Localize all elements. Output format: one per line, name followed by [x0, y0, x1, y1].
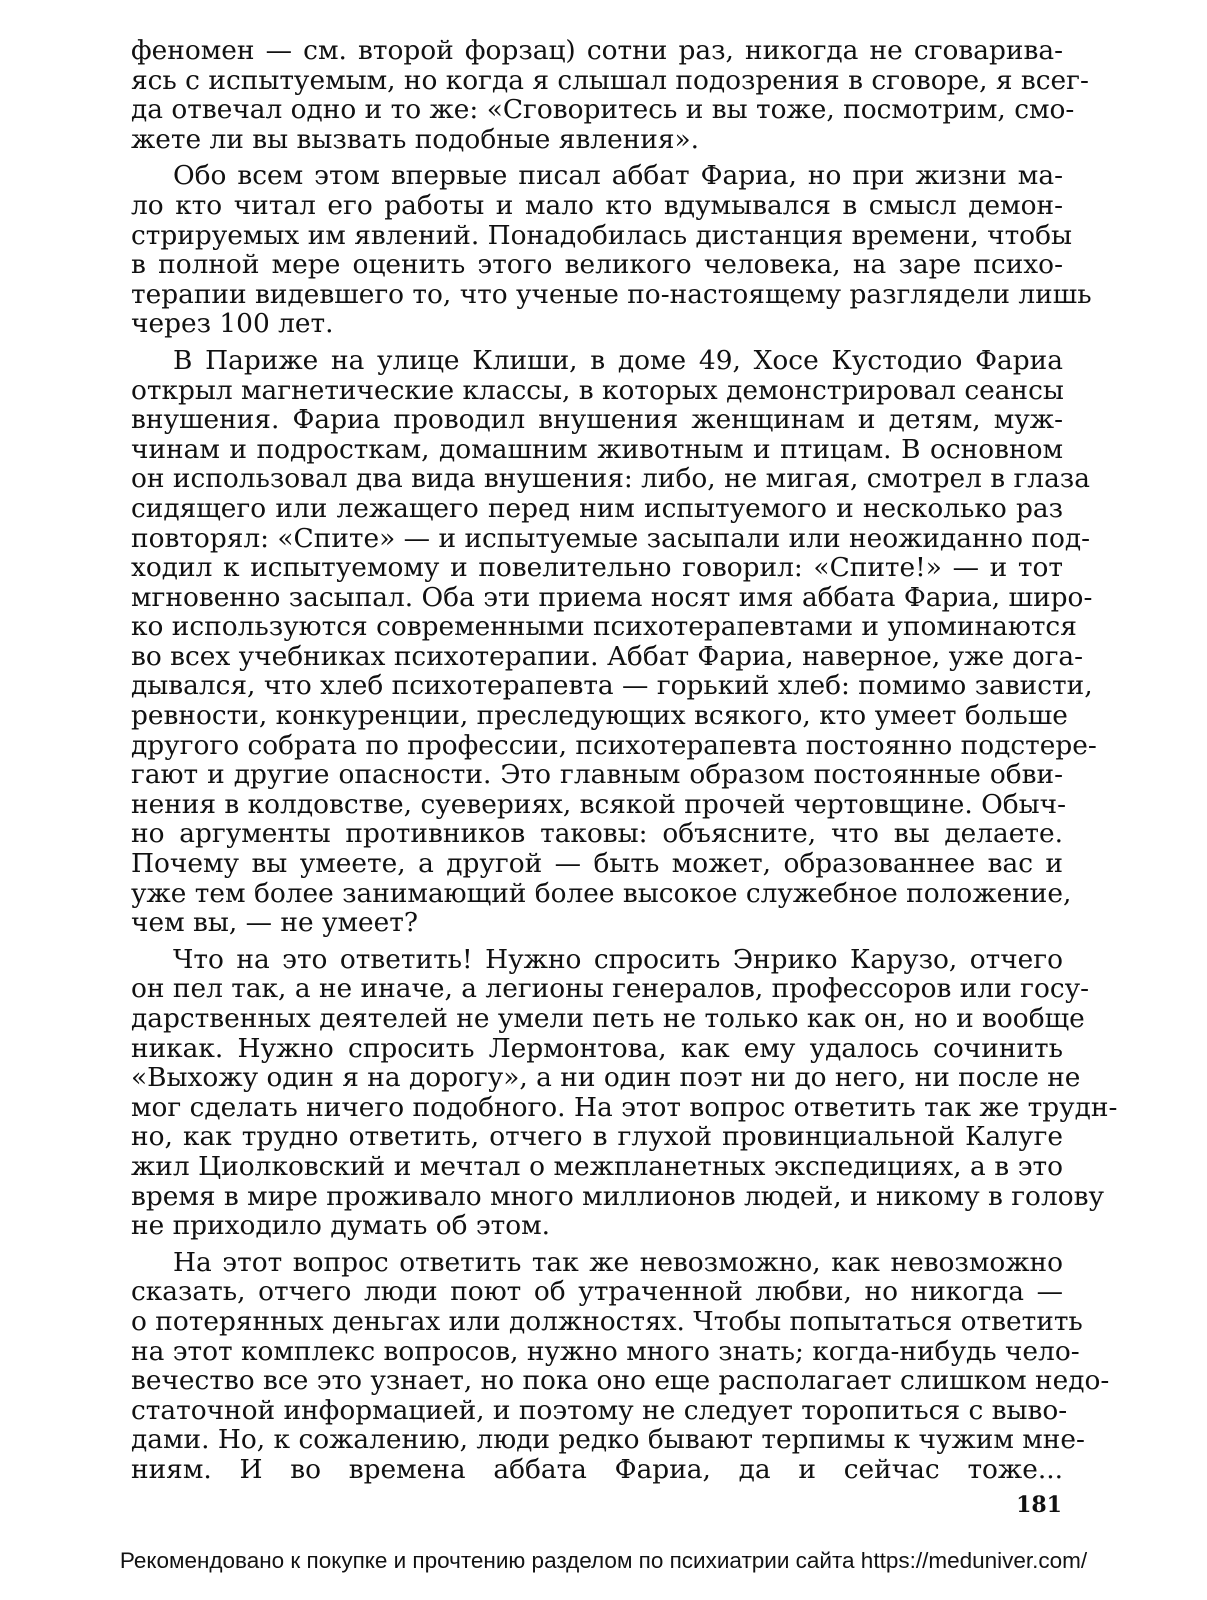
page-number: 181 [1016, 1492, 1062, 1518]
text-line: чем вы, — не умеет? [131, 907, 419, 939]
text-line: гают и другие опасности. Это главным образом постоянные обви- [131, 759, 1063, 791]
text-line: да отвечал одно и то же: «Сговоритесь и вы тоже, посмотрим, смо- [131, 94, 1075, 126]
text-line: он пел так, а не иначе, а легионы генералов, профессоров или госу- [131, 973, 1090, 1005]
text-line: дами. Но, к сожалению, люди редко бывают терпимы к чужим мне- [131, 1424, 1085, 1456]
paragraph-3 [131, 344, 1097, 939]
text-line: уже тем более занимающий более высокое служебное положение, [131, 877, 1072, 909]
text-line: Почему вы умеете, а другой — быть может, образованнее вас и [131, 848, 1063, 880]
text-line: но аргументы противников таковы: объясните, что вы делаете. [131, 818, 1063, 850]
text-line: открыл магнетические классы, в которых демонстрировал сеансы [131, 374, 1064, 406]
text-line: о потерянных деньгах или должностях. Чтобы попытаться ответить [131, 1305, 1083, 1337]
text-line: ниям. И во времена аббата Фариа, да и сейчас тоже... [131, 1453, 1063, 1485]
text-line: дарственных деятелей не умели петь не только как он, но и вообще [131, 1003, 1085, 1034]
text-line: на этот комплекс вопросов, нужно много знать; когда-нибудь чело- [131, 1335, 1080, 1367]
text-line: во всех учебниках психотерапии. Аббат Фариа, наверное, уже дога- [131, 640, 1084, 672]
text-line: На этот вопрос ответить так же невозможно, как невозможно [173, 1246, 1063, 1278]
text-line: другого собрата по профессии, психотерапевта постоянно подстере- [131, 729, 1097, 761]
text-line: нения в колдовстве, суевериях, всякой прочей чертовщине. Обыч- [131, 788, 1067, 820]
text-line: ясь с испытуемым, но когда я слышал подозрения в сговоре, я всег- [131, 64, 1089, 96]
text-line: Обо всем этом впервые писал аббат Фариа, но при жизни ма- [173, 160, 1063, 192]
text-line: Что на это ответить! Нужно спросить Энрико Карузо, отчего [173, 943, 1063, 975]
text-line: он использовал два вида внушения: либо, не мигая, смотрел в глаза [131, 463, 1090, 495]
text-line: стрируемых им явлений. Понадобилась дистанция времени, чтобы [131, 219, 1072, 251]
text-line: мог сделать ничего подобного. На этот вопрос ответить так же трудн- [131, 1091, 1118, 1123]
text-line: в полной мере оценить этого великого человека, на заре психо- [131, 249, 1063, 281]
page-body [131, 35, 1118, 1485]
paragraph-1 [131, 35, 1089, 155]
paragraph-5 [131, 1246, 1110, 1485]
text-line: «Выхожу один я на дорогу», а ни один поэт ни до него, ни после не [131, 1062, 1081, 1094]
text-line: мгновенно засыпал. Оба эти приема носят имя аббата Фариа, широ- [131, 581, 1093, 613]
text-line: терапии видевшего то, что ученые по-настоящему разглядели лишь [131, 278, 1092, 310]
text-line: ко используются современными психотерапевтами и упоминаются [131, 611, 1077, 643]
text-line: В Париже на улице Клиши, в доме 49, Хосе Кустодио Фариа [173, 344, 1063, 376]
text-line: ревности, конкуренции, преследующих всякого, кто умеет больше [131, 700, 1068, 732]
text-line: жил Циолковский и мечтал о межпланетных экспедициях, а в это [131, 1150, 1063, 1182]
paragraph-2 [131, 160, 1092, 340]
text-line: повторял: «Спите» — и испытуемые засыпали или неожиданно под- [131, 522, 1091, 554]
paragraph-4 [131, 943, 1118, 1242]
text-line: феномен — см. второй форзац) сотни раз, никогда не сговарива- [131, 35, 1063, 66]
text-line: не приходило думать об этом. [131, 1210, 551, 1242]
text-line: через 100 лет. [131, 308, 334, 340]
footer-note: Рекомендовано к покупке и прочтению разделом по психиатрии сайта https://meduniver.com/ [119, 1548, 1088, 1573]
text-line: время в мире проживало много миллионов людей, и никому в голову [131, 1180, 1104, 1212]
text-line: сказать, отчего люди поют об утраченной любви, но никогда — [131, 1276, 1063, 1308]
text-line: ходил к испытуемому и повелительно говорил: «Спите!» — и тот [131, 552, 1063, 584]
text-line: внушения. Фариа проводил внушения женщинам и детям, муж- [131, 404, 1063, 436]
text-line: ло кто читал его работы и мало кто вдумывался в смысл демон- [131, 189, 1063, 221]
text-line: сидящего или лежащего перед ним испытуемого и несколько раз [131, 492, 1063, 524]
text-line: дывался, что хлеб психотерапевта — горький хлеб: помимо зависти, [131, 670, 1093, 702]
text-line: статочной информацией, и поэтому не следует торопиться с выво- [131, 1394, 1068, 1426]
text-line: чинам и подросткам, домашним животным и птицам. В основном [131, 433, 1063, 465]
text-line: вечество все это узнает, но пока оно еще располагает слишком недо- [131, 1365, 1110, 1397]
text-line: никак. Нужно спросить Лермонтова, как ему удалось сочинить [131, 1032, 1063, 1064]
text-line: жете ли вы вызвать подобные явления». [131, 123, 700, 155]
text-line: но, как трудно ответить, отчего в глухой провинциальной Калуге [131, 1121, 1063, 1153]
